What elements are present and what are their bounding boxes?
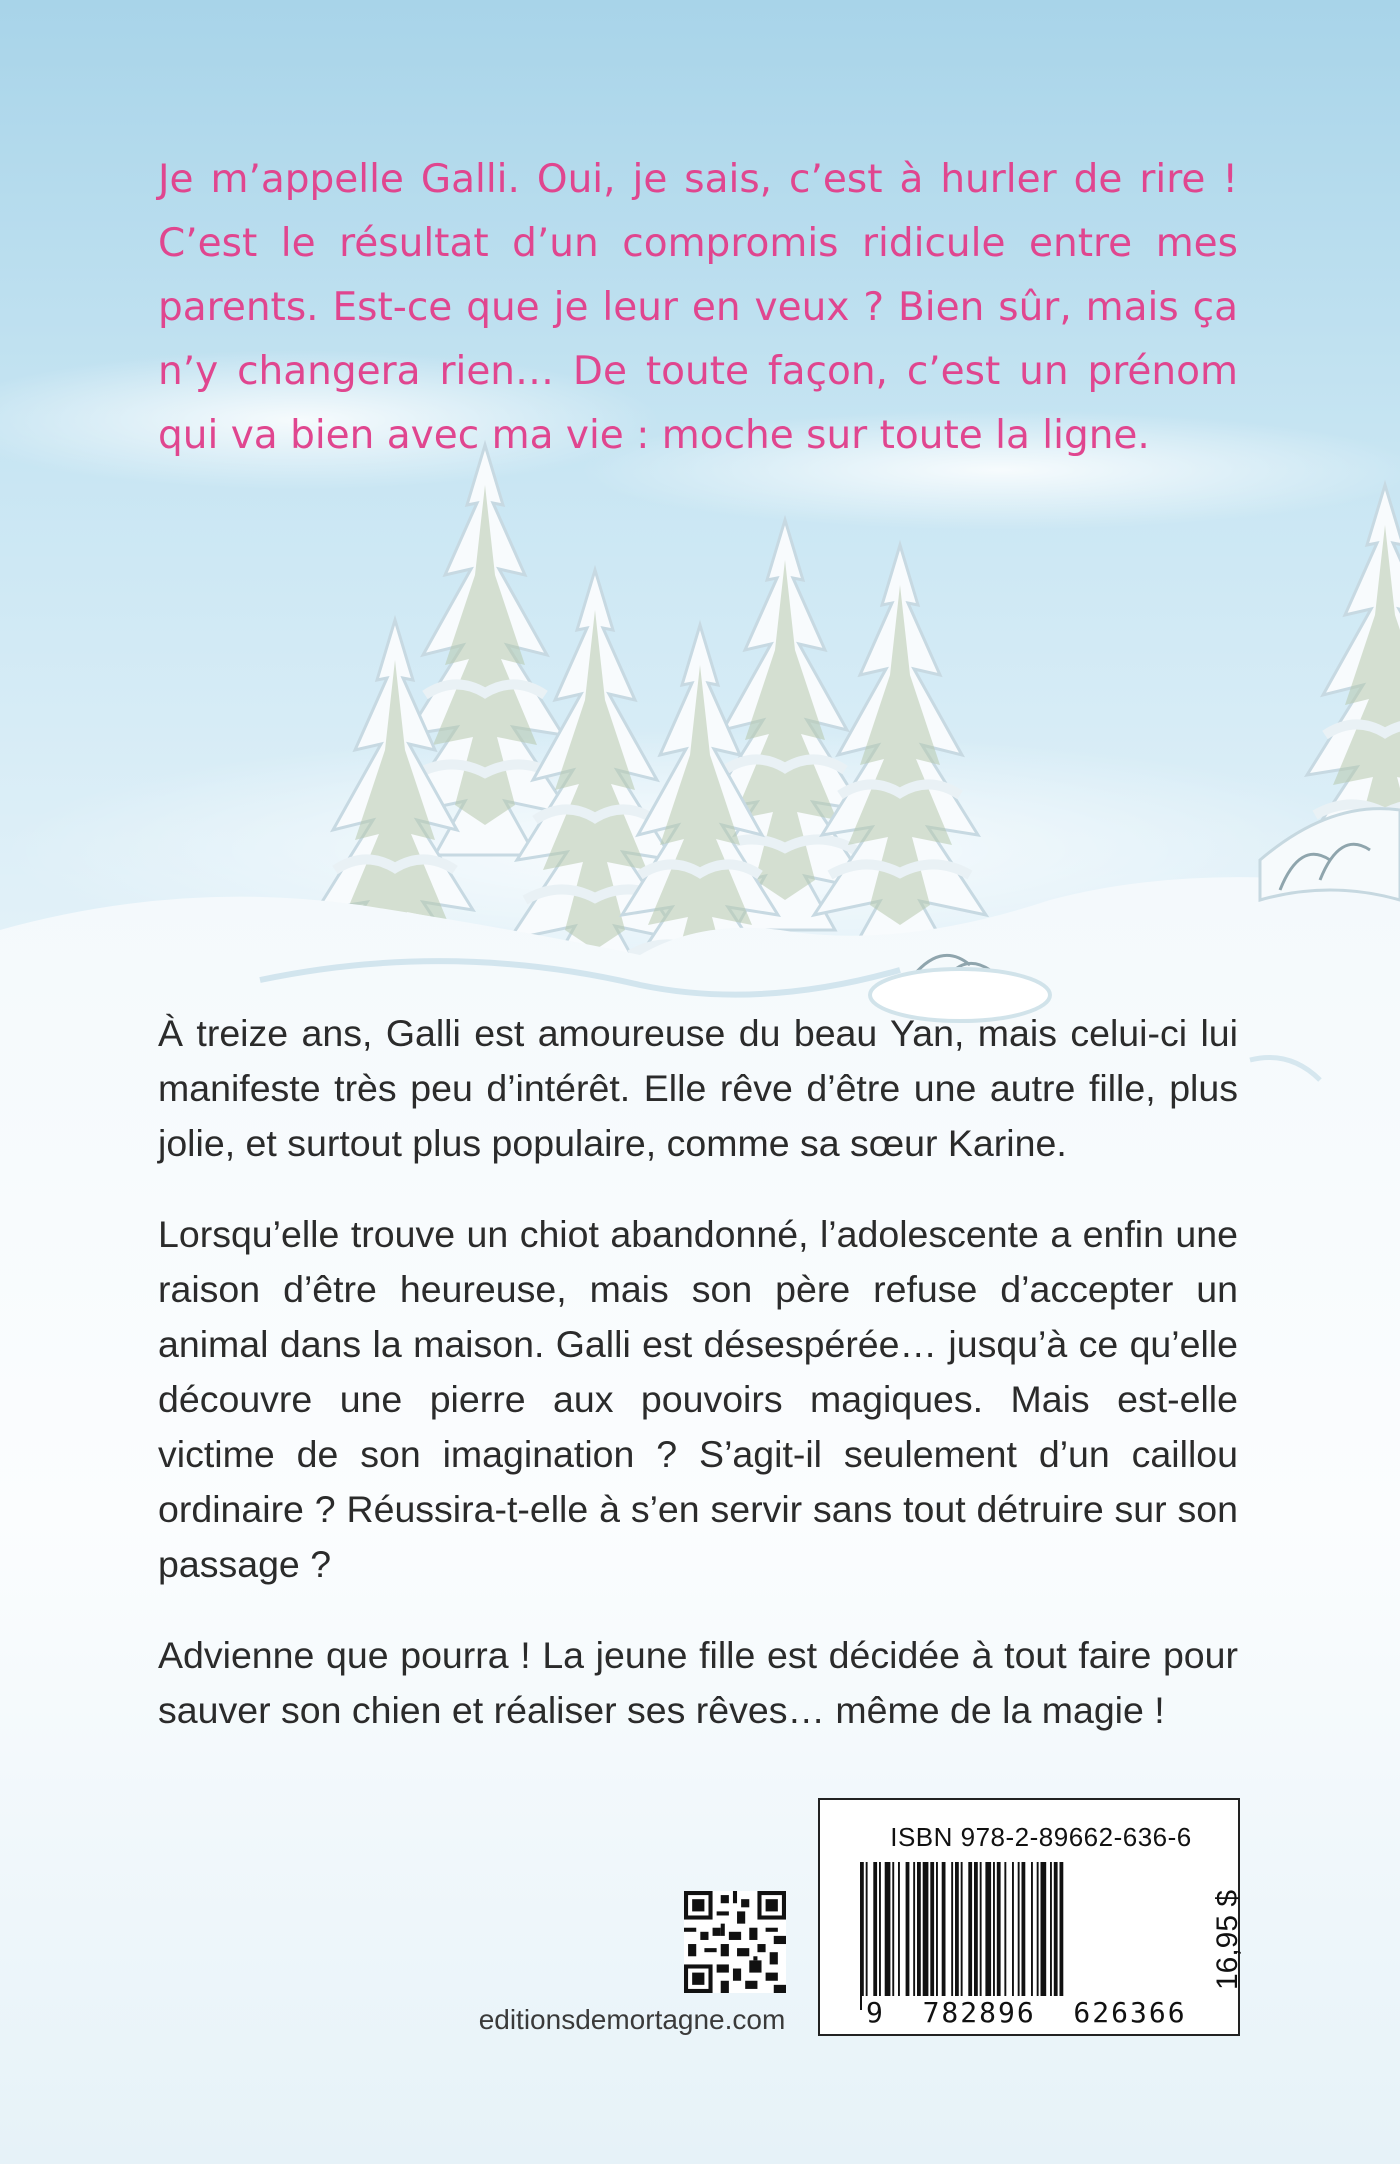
isbn-number: ISBN 978-2-89662-636-6 xyxy=(890,1822,1192,1852)
back-cover-quote: Je m’appelle Galli. Oui, je sais, c’est à hurler de rire ! C’est le résultat d’un compromis ridicule entre mes parents. Est-ce que je leur en veux ? Bien sûr, mais ça n’y changera rien… De toute façon, c’est un prénom qui va bien avec ma vie : moche sur toute la ligne. xyxy=(158,157,1238,458)
barcode-bar xyxy=(993,1862,995,2010)
barcode-bar xyxy=(968,1862,972,2010)
publisher-website[interactable]: editionsdemortagne.com xyxy=(478,2004,786,2035)
barcode-bar xyxy=(942,1862,946,2010)
barcode-bar xyxy=(885,1862,891,2010)
barcode-bar xyxy=(985,1862,991,2010)
barcode-bar xyxy=(1060,1862,1064,2010)
barcode-bar xyxy=(1041,1862,1047,2010)
barcode-bar xyxy=(917,1862,921,2010)
barcode-bar xyxy=(923,1862,929,2010)
price: 16,95 $ xyxy=(1211,1889,1244,1991)
barcode-bar xyxy=(955,1862,959,2010)
barcode-bar xyxy=(1031,1862,1033,2010)
barcode-bar xyxy=(866,1862,868,2010)
barcode-bar xyxy=(936,1862,938,2010)
isbn-barcode-box xyxy=(818,1798,1244,2036)
qr-code-icon[interactable] xyxy=(684,1891,786,1993)
barcode-bar xyxy=(879,1862,881,2010)
barcode-bar xyxy=(860,1862,864,2010)
synopsis xyxy=(158,1006,1238,1774)
barcode-bar xyxy=(1050,1862,1052,2010)
barcode-bar xyxy=(873,1862,877,2010)
barcode-bar xyxy=(930,1862,934,2010)
barcode-bar xyxy=(1004,1862,1006,2010)
barcode-bar xyxy=(997,1862,1001,2010)
barcode-bar xyxy=(913,1862,915,2010)
synopsis-paragraph: À treize ans, Galli est amoureuse du beau Yan, mais celui-ci lui manifeste très peu d’intérêt. Elle rêve d’être une autre fille, plus jolie, et surtout plus populaire, comme sa sœur Karine. xyxy=(158,1012,1238,1164)
barcode-icon xyxy=(856,1862,1156,2012)
barcode-bar xyxy=(898,1862,900,2010)
barcode-bar xyxy=(892,1862,894,2010)
barcode-bar xyxy=(961,1862,963,2010)
barcode-bar xyxy=(1037,1862,1039,2010)
ean-digits: 9 782896 626366 xyxy=(862,1996,1200,2029)
barcode-bar xyxy=(1012,1862,1014,2010)
barcode-bar xyxy=(1018,1862,1020,2010)
synopsis-paragraph: Lorsqu’elle trouve un chiot abandonné, l’adolescente a enfin une raison d’être heureuse, mais son père refuse d’accepter un animal dans la maison. Galli est désespérée… jusqu’à ce qu’elle découvre une pierre aux pouvoirs magiques. Mais est-elle victime de son imagination ? S’agit-il seulement d’un caillou ordinaire ? Réussira-t-elle à s’en servir sans tout détruire sur son passage ? xyxy=(158,1213,1238,1585)
barcode-bar xyxy=(1054,1862,1058,2010)
synopsis-paragraph: Advienne que pourra ! La jeune fille est décidée à tout faire pour sauver son chien et réaliser ses rêves… même de la magie ! xyxy=(158,1634,1238,1731)
barcode-bar xyxy=(980,1862,982,2010)
barcode-bar xyxy=(974,1862,978,2010)
barcode-bar xyxy=(906,1862,910,2010)
barcode-bar xyxy=(951,1862,953,2010)
barcode-bar xyxy=(1022,1862,1026,2010)
